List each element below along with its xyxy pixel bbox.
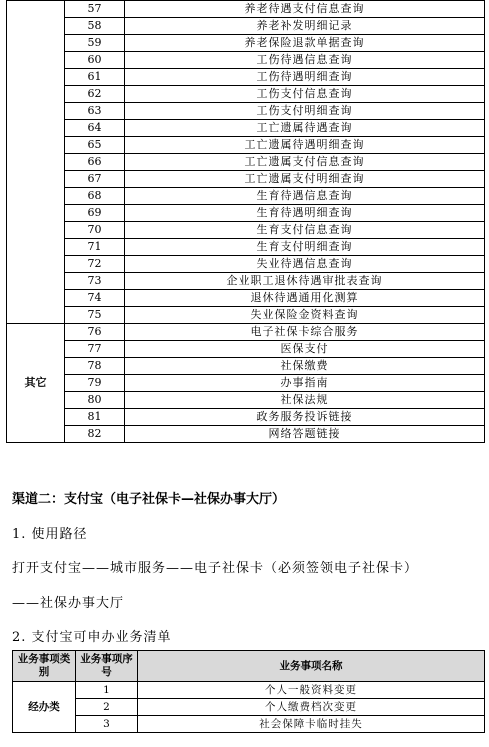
row-number: 68: [65, 188, 125, 205]
table-row: [7, 256, 485, 273]
row-service-name: 生育支付明细查询: [125, 239, 485, 256]
row-service-name: 工亡遗属待遇明细查询: [125, 137, 485, 154]
header-name: 业务事项名称: [138, 651, 485, 682]
table-row: [7, 171, 485, 188]
row-number: 79: [65, 375, 125, 392]
row-service-name: 社保法规: [125, 392, 485, 409]
row-number: 70: [65, 222, 125, 239]
table-row: [7, 69, 485, 86]
row-number: 61: [65, 69, 125, 86]
row-service-name: 工伤支付明细查询: [125, 103, 485, 120]
row-service-name: 工伤支付信息查询: [125, 86, 485, 103]
table-row: [7, 35, 485, 52]
row-number: 80: [65, 392, 125, 409]
table-row: [7, 409, 485, 426]
usage-path-text-continued: ——社保办事大厅: [12, 596, 125, 611]
service-list-table: [6, 0, 485, 443]
row-service-name: 退休待遇通用化测算: [125, 290, 485, 307]
table-row: [7, 222, 485, 239]
row-service-name: 生育待遇信息查询: [125, 188, 485, 205]
row-service-name: 个人缴费档次变更: [138, 699, 485, 716]
row-service-name: 失业保险金资料查询: [125, 307, 485, 324]
service-list-heading: 2. 支付宝可申办业务清单: [12, 630, 172, 645]
table-row: [7, 307, 485, 324]
row-number: 62: [65, 86, 125, 103]
row-number: 82: [65, 426, 125, 443]
row-service-name: 失业待遇信息查询: [125, 256, 485, 273]
header-category: 业务事项类别: [13, 651, 76, 682]
row-service-name: 生育待遇明细查询: [125, 205, 485, 222]
table-row: [7, 52, 485, 69]
table-row: [7, 392, 485, 409]
table-row: [7, 426, 485, 443]
alipay-service-table: [12, 650, 485, 733]
table-row: [7, 273, 485, 290]
section-title: 渠道二：支付宝（电子社保卡—社保办事大厅）: [12, 492, 286, 507]
table-row: [7, 358, 485, 375]
table-row: [7, 103, 485, 120]
table-row: [7, 290, 485, 307]
row-service-name: 工伤待遇明细查询: [125, 69, 485, 86]
row-number: 71: [65, 239, 125, 256]
table-row: [7, 86, 485, 103]
row-service-name: 工亡遗属待遇查询: [125, 120, 485, 137]
row-service-name: 社会保障卡临时挂失: [138, 716, 485, 733]
usage-path-text: 打开支付宝——城市服务——电子社保卡（必须签领电子社保卡）: [12, 561, 419, 576]
row-number: 58: [65, 18, 125, 35]
table-row: [13, 682, 485, 699]
alipay-service-body: [13, 682, 485, 733]
row-number: 76: [65, 324, 125, 341]
row-service-name: 网络答题链接: [125, 426, 485, 443]
row-service-name: 社保缴费: [125, 358, 485, 375]
row-number: 77: [65, 341, 125, 358]
row-number: 81: [65, 409, 125, 426]
row-number: 3: [76, 716, 138, 733]
category-cell-other: 其它: [7, 324, 65, 443]
table-row: [7, 205, 485, 222]
row-number: 73: [65, 273, 125, 290]
service-list-body: [7, 1, 485, 443]
row-service-name: 养老待遇支付信息查询: [125, 1, 485, 18]
row-service-name: 工亡遗属支付信息查询: [125, 154, 485, 171]
row-number: 78: [65, 358, 125, 375]
row-number: 57: [65, 1, 125, 18]
table-row: [7, 154, 485, 171]
table-row: [7, 324, 485, 341]
table-row: [7, 18, 485, 35]
row-service-name: 工伤待遇信息查询: [125, 52, 485, 69]
table-row: [7, 188, 485, 205]
row-number: 67: [65, 171, 125, 188]
table-row: [13, 716, 485, 733]
row-service-name: 办事指南: [125, 375, 485, 392]
table-row: [13, 699, 485, 716]
row-service-name: 政务服务投诉链接: [125, 409, 485, 426]
row-service-name: 企业职工退休待遇审批表查询: [125, 273, 485, 290]
header-number: 业务事项序号: [76, 651, 138, 682]
row-number: 65: [65, 137, 125, 154]
row-number: 66: [65, 154, 125, 171]
row-number: 1: [76, 682, 138, 699]
table-header-row: [13, 651, 485, 682]
table-row: [7, 120, 485, 137]
row-number: 59: [65, 35, 125, 52]
row-service-name: 养老补发明细记录: [125, 18, 485, 35]
row-service-name: 养老保险退款单据查询: [125, 35, 485, 52]
row-number: 75: [65, 307, 125, 324]
category-cell: 经办类: [13, 682, 76, 733]
row-service-name: 工亡遗属支付明细查询: [125, 171, 485, 188]
row-number: 72: [65, 256, 125, 273]
row-service-name: 医保支付: [125, 341, 485, 358]
row-number: 63: [65, 103, 125, 120]
table-row: [7, 341, 485, 358]
row-number: 69: [65, 205, 125, 222]
usage-path-heading: 1. 使用路径: [12, 527, 88, 542]
row-number: 74: [65, 290, 125, 307]
category-cell: [7, 1, 65, 324]
row-number: 64: [65, 120, 125, 137]
table-row: [7, 375, 485, 392]
row-service-name: 生育支付信息查询: [125, 222, 485, 239]
row-service-name: 个人一般资料变更: [138, 682, 485, 699]
table-row: [7, 239, 485, 256]
table-row: [7, 1, 485, 18]
row-service-name: 电子社保卡综合服务: [125, 324, 485, 341]
row-number: 60: [65, 52, 125, 69]
table-row: [7, 137, 485, 154]
row-number: 2: [76, 699, 138, 716]
